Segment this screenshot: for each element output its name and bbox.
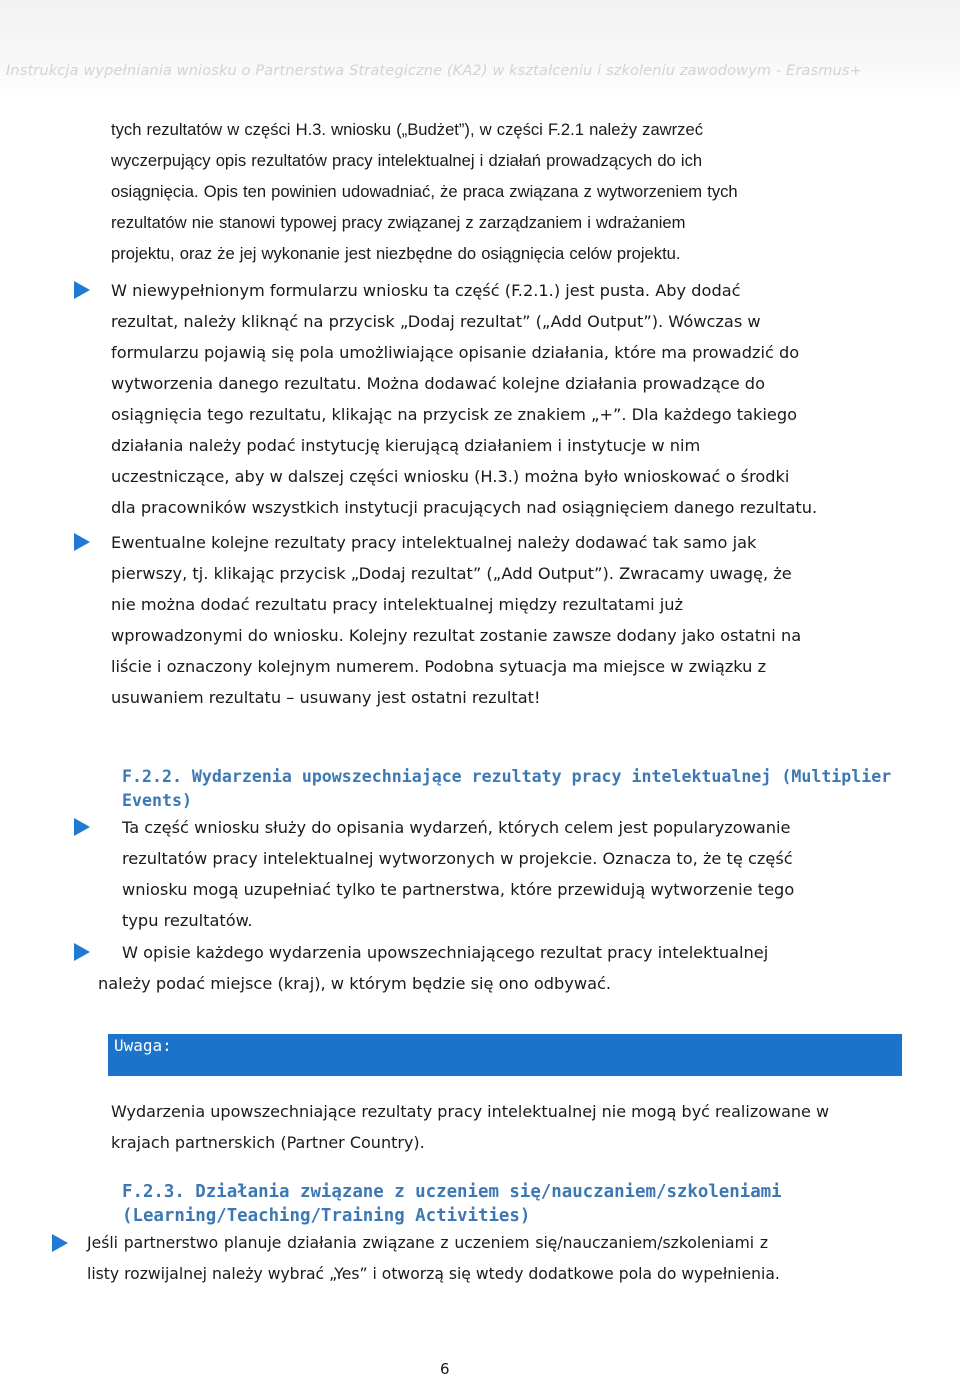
- heading-line: (Learning/Teaching/Training Activities): [122, 1206, 531, 1226]
- bullet-arrow-icon: [74, 281, 90, 299]
- text-line: Ewentualne kolejne rezultaty pracy intelektualnej należy dodawać tak samo jak: [111, 533, 757, 552]
- text-line: typu rezultatów.: [122, 911, 253, 930]
- text-line: liście i oznaczony kolejnym numerem. Podobna sytuacja ma miejsce w związku z: [111, 657, 767, 676]
- text-line: wyczerpujący opis rezultatów pracy intelektualnej i działań prowadzących do ich: [111, 151, 703, 170]
- text-line: wniosku mogą uzupełniać tylko te partnerstwa, które przewidują wytworzenie tego: [122, 880, 795, 899]
- text-line: Wydarzenia upowszechniające rezultaty pracy intelektualnej nie mogą być realizowane w: [111, 1102, 830, 1121]
- text-line: usuwaniem rezultatu – usuwany jest ostatni rezultat!: [111, 688, 541, 707]
- note-label: Uwaga:: [114, 1036, 172, 1055]
- page-number: 6: [440, 1360, 450, 1378]
- text-line: wprowadzonymi do wniosku. Kolejny rezultat zostanie zawsze dodany jako ostatni na: [111, 626, 802, 645]
- text-line: tych rezultatów w części H.3. wniosku („Budżet”), w części F.2.1 należy zawrzeć: [111, 120, 704, 139]
- bullet-arrow-icon: [74, 818, 90, 836]
- text-line: projektu, oraz że jej wykonanie jest niezbędne do osiągnięcia celów projektu.: [111, 244, 681, 263]
- text-line: W niewypełnionym formularzu wniosku ta część (F.2.1.) jest pusta. Aby dodać: [111, 281, 741, 300]
- text-line: rezultatów nie stanowi typowej pracy związanej z zarządzaniem i wdrażaniem: [111, 213, 686, 232]
- intro-paragraph: [111, 114, 738, 269]
- page-header-band: [0, 0, 960, 98]
- heading-line: F.2.2. Wydarzenia upowszechniające rezultaty pracy intelektualnej (Multiplier: [122, 767, 892, 786]
- text-line: W opisie każdego wydarzenia upowszechniającego rezultat pracy intelektualnej: [122, 943, 769, 962]
- text-line: krajach partnerskich (Partner Country).: [111, 1133, 425, 1152]
- heading-line: Events): [122, 791, 192, 810]
- bullet-paragraph-further-outputs: [111, 527, 801, 713]
- running-header-title: Instrukcja wypełniania wniosku o Partnerstwa Strategiczne (KA2) w kształceniu i szkoleniu zawodowym - Erasmus+: [6, 62, 862, 79]
- bullet-arrow-icon: [74, 943, 90, 961]
- text-line: dla pracowników wszystkich instytucji pracujących nad osiągnięciem danego rezultatu.: [111, 498, 818, 517]
- section-heading-f23: [122, 1180, 782, 1228]
- text-line: listy rozwijalnej należy wybrać „Yes” i otworzą się wtedy dodatkowe pola do wypełnienia.: [87, 1265, 780, 1283]
- text-line: rezultatów pracy intelektualnej wytworzonych w projekcie. Oznacza to, że tę część: [122, 849, 793, 868]
- text-line: Ta część wniosku służy do opisania wydarzeń, których celem jest popularyzowanie: [122, 818, 791, 837]
- text-line: osiągnięcia. Opis ten powinien udowadniać, że praca związana z wytworzeniem tych: [111, 182, 738, 201]
- text-line: należy podać miejsce (kraj), w którym będzie się ono odbywać.: [98, 974, 612, 993]
- note-banner: [108, 1034, 902, 1076]
- text-line: wytworzenia danego rezultatu. Można dodawać kolejne działania prowadzące do: [111, 374, 765, 393]
- bullet-paragraph-add-output: [111, 275, 817, 523]
- text-line: osiągnięcia tego rezultatu, klikając na przycisk ze znakiem „+”. Dla każdego takiego: [111, 405, 798, 424]
- bullet-arrow-icon: [52, 1234, 68, 1252]
- bullet-paragraph-multiplier-purpose: [122, 812, 794, 936]
- text-line: formularzu pojawią się pola umożliwiające opisanie działania, które ma prowadzić do: [111, 343, 800, 362]
- text-line: Jeśli partnerstwo planuje działania związane z uczeniem się/nauczaniem/szkoleniami z: [87, 1234, 769, 1252]
- text-line: uczestniczące, aby w dalszej części wniosku (H.3.) można było wnioskować o środki: [111, 467, 790, 486]
- note-paragraph: [111, 1096, 829, 1158]
- bullet-arrow-icon: [74, 533, 90, 551]
- text-line: rezultat, należy kliknąć na przycisk „Dodaj rezultat” („Add Output”). Wówczas w: [111, 312, 761, 331]
- text-line: nie można dodać rezultatu pracy intelektualnej między rezultatami już: [111, 595, 683, 614]
- heading-line: F.2.3. Działania związane z uczeniem się/nauczaniem/szkoleniami: [122, 1182, 782, 1202]
- section-heading-f22: [122, 765, 891, 813]
- text-line: działania należy podać instytucję kierującą działaniem i instytucje w nim: [111, 436, 701, 455]
- text-line: pierwszy, tj. klikając przycisk „Dodaj rezultat” („Add Output”). Zwracamy uwagę, że: [111, 564, 792, 583]
